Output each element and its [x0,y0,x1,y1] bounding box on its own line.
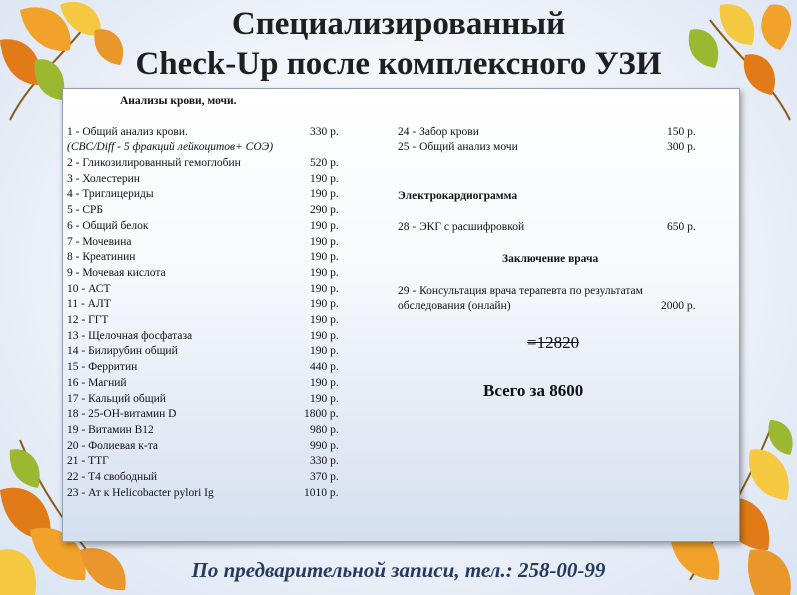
list-item-price: 520 р. [310,157,339,169]
list-item-label: 5 - СРБ [67,204,103,217]
list-item-label: 11 - АЛТ [67,298,111,311]
total-price: Всего за 8600 [483,381,584,400]
consult-price: 2000 р. [661,300,696,312]
list-item-price: 290 р. [310,204,339,217]
old-total-price: =12820 [527,333,580,352]
list-item-price: 1010 р. [304,486,339,499]
list-item-label: 7 - Мочевина [67,235,132,248]
list-item-label: 6 - Общий белок [67,219,149,232]
list-item-label: 9 - Мочевая кислота [67,266,166,279]
list-item-price: 190 р. [310,266,339,279]
list-item-label: 16 - Магний [67,376,127,389]
list-item-note: (CBC/Diff - 5 фракций лейкоцитов+ СОЭ) [67,141,274,153]
list-item-price: 370 р. [310,471,339,483]
list-item-label: 8 - Креатинин [67,251,136,264]
list-item-price: 190 р. [310,345,339,358]
list-item-price: 440 р. [310,361,339,374]
list-item-price: 190 р. [310,392,339,405]
list-item-price: 190 р. [310,219,339,232]
list-item-price: 300 р. [667,141,696,153]
list-item-price: 330 р. [310,126,339,138]
list-item-price: 1800 р. [304,408,339,421]
list-item-price: 990 р. [310,439,339,452]
list-item-label: 22 - Т4 свободный [67,471,158,483]
list-item-label: 21 - ТТГ [67,455,109,468]
list-item-price: 190 р. [310,172,339,185]
list-item-label: 18 - 25-ОН-витамин D [67,408,177,421]
title-line-2: Check-Up после комплексного УЗИ [135,46,662,82]
list-item-label: 10 - АСТ [67,282,111,295]
list-item-price: 150 р. [667,126,696,138]
list-item-label: 24 - Забор крови [398,126,479,138]
list-item-price: 330 р. [310,455,339,468]
list-item-price: 980 р. [310,423,339,436]
title-line-1: Специализированный [231,6,566,42]
page-title [0,4,797,84]
list-item-price: 190 р. [310,314,339,326]
list-item-label: 14 - Билирубин общий [67,345,178,358]
footer-contact: По предварительной записи, тел.: 258-00-99 [191,558,606,582]
list-item-label: 12 - ГГТ [67,314,109,326]
list-item-label: 1 - Общий анализ крови. [67,126,188,138]
consult-line-2: обследования (онлайн) [398,300,511,312]
section-heading-blood-tests: Анализы крови, мочи. [120,95,237,107]
list-item-price: 190 р. [310,282,339,295]
section-heading-ecg: Электрокардиограмма [398,190,518,202]
list-item-label: 23 - Ат к Helicobacter pylori Ig [67,486,214,499]
consult-line-1: 29 - Консультация врача терапевта по результатам [398,285,643,297]
list-item-price: 190 р. [310,298,339,311]
list-item-price: 190 р. [310,376,339,389]
list-item-label: 28 - ЭКГ с расшифровкой [398,221,525,233]
list-item-label: 2 - Гликозилированный гемоглобин [67,157,241,169]
list-item-price: 190 р. [310,251,339,264]
list-item-label: 19 - Витамин В12 [67,423,154,436]
list-item-label: 25 - Общий анализ мочи [398,141,518,153]
list-item-label: 20 - Фолиевая к-та [67,439,158,452]
list-item-label: 3 - Холестерин [67,172,140,185]
list-item-label: 4 - Триглицериды [67,188,154,201]
list-item-label: 13 - Щелочная фосфатаза [67,329,193,342]
section-heading-conclusion: Заключение врача [502,253,599,265]
list-item-label: 15 - Ферритин [67,361,138,374]
list-item-price: 190 р. [310,329,339,342]
list-item-label: 17 - Кальций общий [67,392,166,405]
list-item-price: 190 р. [310,188,339,201]
list-item-price: 650 р. [667,221,696,233]
list-item-price: 190 р. [310,235,339,248]
